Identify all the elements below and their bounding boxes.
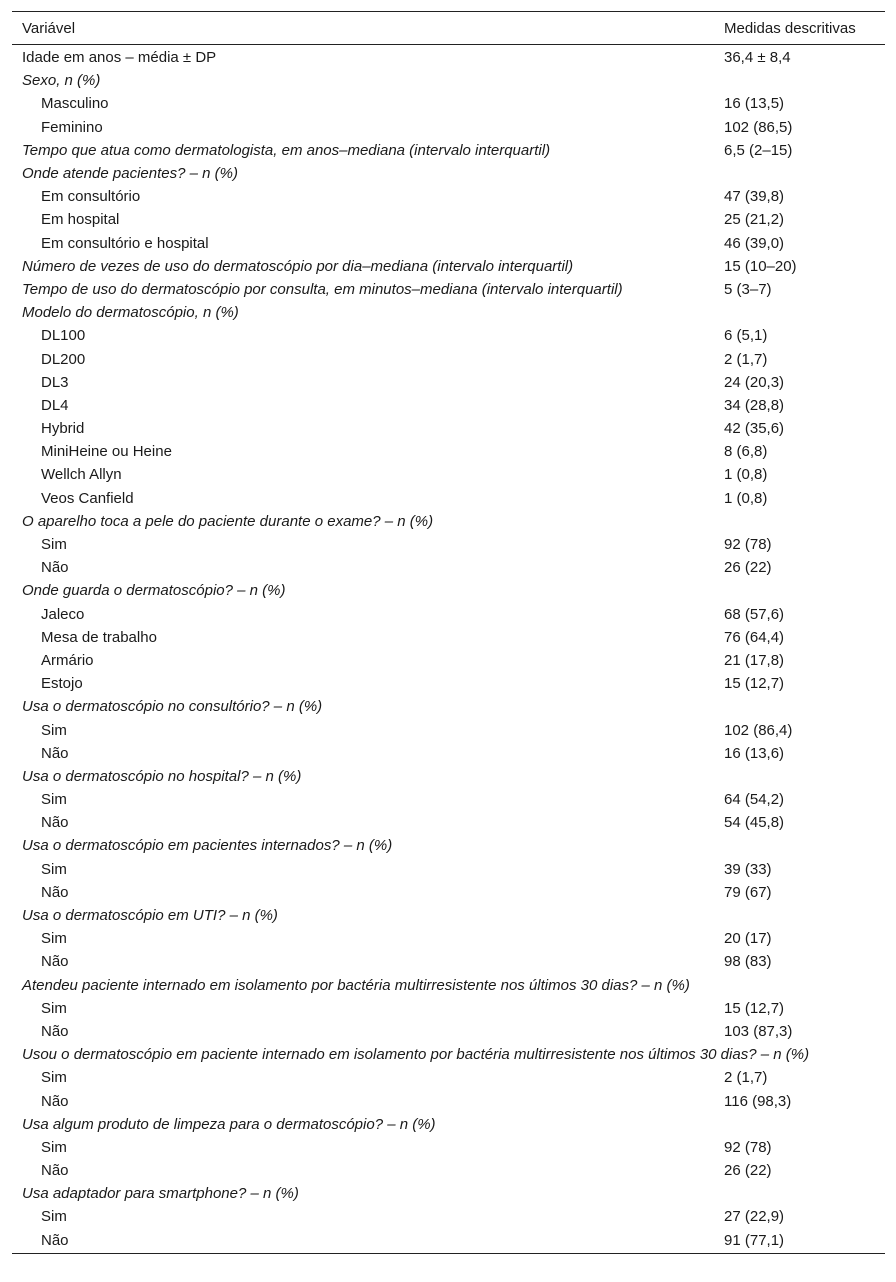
row-label: Não bbox=[41, 744, 69, 762]
row-label: Estojo bbox=[41, 675, 83, 693]
row-value: 116 (98,3) bbox=[724, 1092, 792, 1110]
row-label: Sexo, n (%) bbox=[22, 72, 101, 90]
table-row bbox=[12, 116, 885, 139]
row-label: Usa adaptador para smartphone? – n (%) bbox=[22, 1185, 299, 1203]
table-row bbox=[12, 255, 885, 278]
row-label: Modelo do dermatoscópio, n (%) bbox=[22, 304, 239, 322]
table-row bbox=[12, 718, 885, 741]
table-body bbox=[12, 45, 885, 1253]
table-row bbox=[12, 185, 885, 208]
row-value: 8 (6,8) bbox=[724, 443, 768, 461]
row-label: Tempo que atua como dermatologista, em anos–mediana (intervalo interquartil) bbox=[22, 141, 551, 159]
table-row bbox=[12, 1136, 885, 1159]
row-value: 42 (35,6) bbox=[724, 420, 785, 438]
table-row bbox=[12, 556, 885, 579]
row-value: 92 (78) bbox=[724, 1138, 772, 1156]
row-label: Sim bbox=[41, 999, 67, 1017]
row-value: 46 (39,0) bbox=[724, 234, 785, 252]
row-label: Sim bbox=[41, 721, 67, 739]
table-row bbox=[12, 904, 885, 927]
row-value: 47 (39,8) bbox=[724, 188, 785, 206]
table-row bbox=[12, 858, 885, 881]
row-label: Onde guarda o dermatoscópio? – n (%) bbox=[22, 582, 286, 600]
row-label: Sim bbox=[41, 1208, 67, 1226]
table-row bbox=[12, 463, 885, 486]
table-row bbox=[12, 950, 885, 973]
table-row bbox=[12, 440, 885, 463]
table-row bbox=[12, 672, 885, 695]
table-row bbox=[12, 997, 885, 1020]
row-value: 68 (57,6) bbox=[724, 605, 785, 623]
row-value: 91 (77,1) bbox=[724, 1231, 785, 1249]
row-label: Tempo de uso do dermatoscópio por consulta, em minutos–mediana (intervalo interquartil) bbox=[22, 280, 623, 298]
row-label: Usa o dermatoscópio em pacientes internados? – n (%) bbox=[22, 837, 393, 855]
row-value: 6,5 (2–15) bbox=[724, 141, 793, 159]
table-row bbox=[12, 394, 885, 417]
row-label: Usa o dermatoscópio no hospital? – n (%) bbox=[22, 767, 302, 785]
row-label: Sim bbox=[41, 791, 67, 809]
row-value: 16 (13,6) bbox=[724, 744, 785, 762]
table-row bbox=[12, 162, 885, 185]
row-label: Veos Canfield bbox=[41, 489, 134, 507]
row-label: Onde atende pacientes? – n (%) bbox=[22, 165, 238, 183]
row-label: Jaleco bbox=[41, 605, 85, 623]
row-value: 27 (22,9) bbox=[724, 1208, 785, 1226]
row-value: 54 (45,8) bbox=[724, 814, 785, 832]
header-variable: Variável bbox=[22, 19, 76, 37]
row-value: 79 (67) bbox=[724, 883, 772, 901]
table-row bbox=[12, 626, 885, 649]
table-row bbox=[12, 46, 885, 69]
header-measures: Medidas descritivas bbox=[724, 19, 856, 37]
table-row bbox=[12, 788, 885, 811]
row-value: 15 (12,7) bbox=[724, 675, 785, 693]
table-row bbox=[12, 1205, 885, 1228]
table-row bbox=[12, 927, 885, 950]
table-row bbox=[12, 603, 885, 626]
row-value: 102 (86,4) bbox=[724, 721, 793, 739]
table-row bbox=[12, 92, 885, 115]
table-row bbox=[12, 649, 885, 672]
row-value: 98 (83) bbox=[724, 953, 772, 971]
row-value: 26 (22) bbox=[724, 559, 772, 577]
table-row bbox=[12, 347, 885, 370]
row-value: 1 (0,8) bbox=[724, 466, 768, 484]
row-label: DL200 bbox=[41, 350, 86, 368]
table-row bbox=[12, 579, 885, 602]
row-label: Em consultório bbox=[41, 188, 141, 206]
table-row bbox=[12, 371, 885, 394]
table-row bbox=[12, 510, 885, 533]
table-row bbox=[12, 278, 885, 301]
table-row bbox=[12, 1020, 885, 1043]
table-row bbox=[12, 533, 885, 556]
row-value: 34 (28,8) bbox=[724, 396, 785, 414]
row-value: 92 (78) bbox=[724, 536, 772, 554]
row-value: 16 (13,5) bbox=[724, 95, 785, 113]
table-header bbox=[12, 12, 885, 45]
row-label: Masculino bbox=[41, 95, 109, 113]
table-row bbox=[12, 69, 885, 92]
row-label: Usa o dermatoscópio no consultório? – n (%) bbox=[22, 698, 323, 716]
row-value: 103 (87,3) bbox=[724, 1022, 793, 1040]
row-label: Não bbox=[41, 1092, 69, 1110]
table-row bbox=[12, 765, 885, 788]
table-row bbox=[12, 834, 885, 857]
row-label: DL4 bbox=[41, 396, 69, 414]
row-value: 39 (33) bbox=[724, 860, 772, 878]
row-label: Em hospital bbox=[41, 211, 120, 229]
row-value: 36,4 ± 8,4 bbox=[724, 49, 791, 67]
table-row bbox=[12, 139, 885, 162]
row-label: Não bbox=[41, 1162, 69, 1180]
table-row bbox=[12, 1066, 885, 1089]
row-value: 24 (20,3) bbox=[724, 373, 785, 391]
row-label: Atendeu paciente internado em isolamento por bactéria multirresistente nos últimos 30 dias? – n (%) bbox=[22, 976, 690, 994]
table-row bbox=[12, 324, 885, 347]
row-label: Não bbox=[41, 1231, 69, 1249]
table-row bbox=[12, 1159, 885, 1182]
row-label: Sim bbox=[41, 536, 67, 554]
row-label: MiniHeine ou Heine bbox=[41, 443, 172, 461]
row-label: Em consultório e hospital bbox=[41, 234, 209, 252]
table-row bbox=[12, 974, 885, 997]
row-label: Hybrid bbox=[41, 420, 85, 438]
row-value: 15 (10–20) bbox=[724, 257, 797, 275]
row-value: 6 (5,1) bbox=[724, 327, 768, 345]
row-label: Sim bbox=[41, 1069, 67, 1087]
table-row bbox=[12, 881, 885, 904]
row-label: Usou o dermatoscópio em paciente internado em isolamento por bactéria multirresistente nos últimos 30 dias? – n (%) bbox=[22, 1046, 810, 1064]
table-row bbox=[12, 1229, 885, 1252]
row-value: 21 (17,8) bbox=[724, 651, 785, 669]
row-label: Não bbox=[41, 1022, 69, 1040]
row-value: 15 (12,7) bbox=[724, 999, 785, 1017]
row-value: 2 (1,7) bbox=[724, 350, 768, 368]
table-row bbox=[12, 742, 885, 765]
table-row bbox=[12, 487, 885, 510]
row-label: Feminino bbox=[41, 118, 103, 136]
table-row bbox=[12, 695, 885, 718]
row-label: Mesa de trabalho bbox=[41, 628, 157, 646]
row-label: Número de vezes de uso do dermatoscópio por dia–mediana (intervalo interquartil) bbox=[22, 257, 574, 275]
row-label: Usa algum produto de limpeza para o dermatoscópio? – n (%) bbox=[22, 1115, 436, 1133]
table-row bbox=[12, 208, 885, 231]
row-label: Idade em anos – média ± DP bbox=[22, 49, 217, 67]
table-row bbox=[12, 1089, 885, 1112]
row-value: 1 (0,8) bbox=[724, 489, 768, 507]
row-label: O aparelho toca a pele do paciente durante o exame? – n (%) bbox=[22, 512, 434, 530]
table-row bbox=[12, 1182, 885, 1205]
row-label: Não bbox=[41, 953, 69, 971]
row-label: DL100 bbox=[41, 327, 86, 345]
row-value: 20 (17) bbox=[724, 930, 772, 948]
row-label: Usa o dermatoscópio em UTI? – n (%) bbox=[22, 907, 278, 925]
row-label: Não bbox=[41, 814, 69, 832]
row-label: Não bbox=[41, 883, 69, 901]
table-row bbox=[12, 1043, 885, 1066]
row-value: 25 (21,2) bbox=[724, 211, 785, 229]
table-row bbox=[12, 301, 885, 324]
row-label: Sim bbox=[41, 1138, 67, 1156]
table-row bbox=[12, 417, 885, 440]
table-row bbox=[12, 811, 885, 834]
row-value: 5 (3–7) bbox=[724, 280, 772, 298]
row-label: DL3 bbox=[41, 373, 69, 391]
row-label: Não bbox=[41, 559, 69, 577]
table-row bbox=[12, 1113, 885, 1136]
row-value: 64 (54,2) bbox=[724, 791, 785, 809]
row-label: Sim bbox=[41, 930, 67, 948]
row-label: Armário bbox=[41, 651, 94, 669]
row-label: Wellch Allyn bbox=[41, 466, 122, 484]
row-value: 26 (22) bbox=[724, 1162, 772, 1180]
table-row bbox=[12, 232, 885, 255]
row-value: 102 (86,5) bbox=[724, 118, 793, 136]
row-value: 76 (64,4) bbox=[724, 628, 785, 646]
row-label: Sim bbox=[41, 860, 67, 878]
descriptive-table bbox=[12, 11, 885, 1254]
row-value: 2 (1,7) bbox=[724, 1069, 768, 1087]
